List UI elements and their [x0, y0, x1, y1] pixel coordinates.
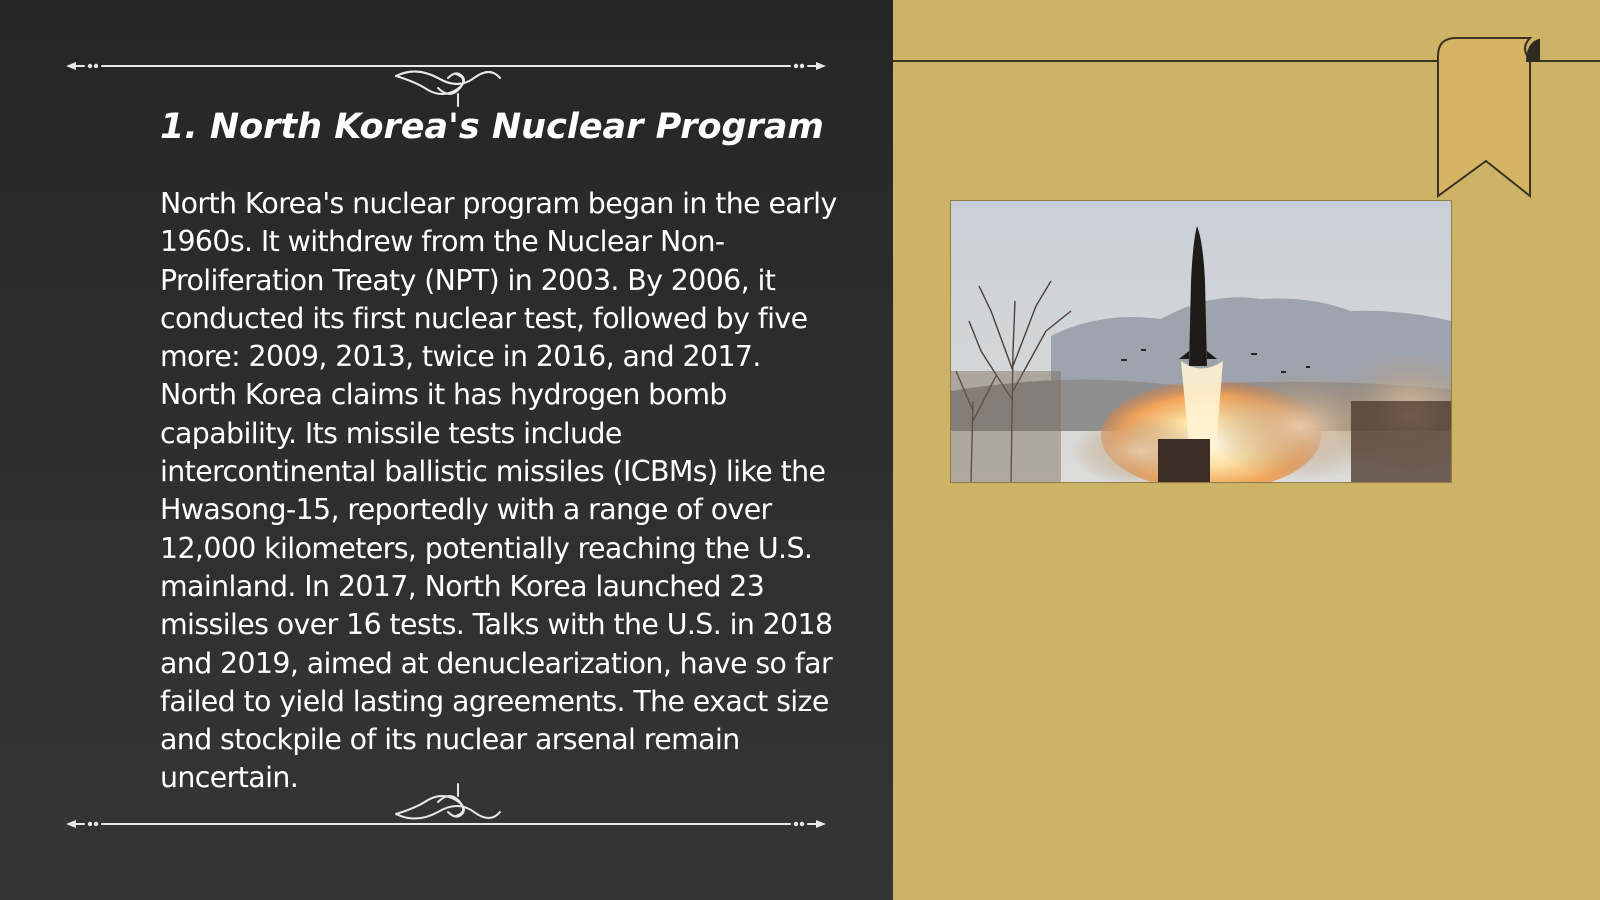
missile-launch-photo [950, 200, 1452, 483]
gold-panel-rule [893, 60, 1438, 62]
bottom-flourish-divider-icon [66, 780, 826, 830]
top-flourish-divider-icon [66, 58, 826, 108]
bookmark-ribbon-icon [1436, 36, 1540, 199]
slide-title: 1. North Korea's Nuclear Program [160, 107, 824, 147]
slide-body-text: North Korea's nuclear program began in the early 1960s. It withdrew from the Nuclear Non-Proliferation Treaty (NPT) in 2003. By 2006, it conducted its first nuclear test, followed by five more: 2009, 2013, twice in 2016, and 2017. North Korea claims it has hydrogen bomb capability. Its missile tests include intercontinental ballistic missiles (ICBMs) like the Hwasong-15, reportedly with a range of over 12,000 kilometers, potentially reaching the U.S. mainland. In 2017, North Korea launched 23 missiles over 16 tests. Talks with the U.S. in 2018 and 2019, aimed at denuclearization, have so far failed to yield lasting agreements. The exact size and stockpile of its nuclear arsenal remain uncertain. [160, 187, 837, 795]
gold-panel-rule-end [1534, 60, 1600, 62]
